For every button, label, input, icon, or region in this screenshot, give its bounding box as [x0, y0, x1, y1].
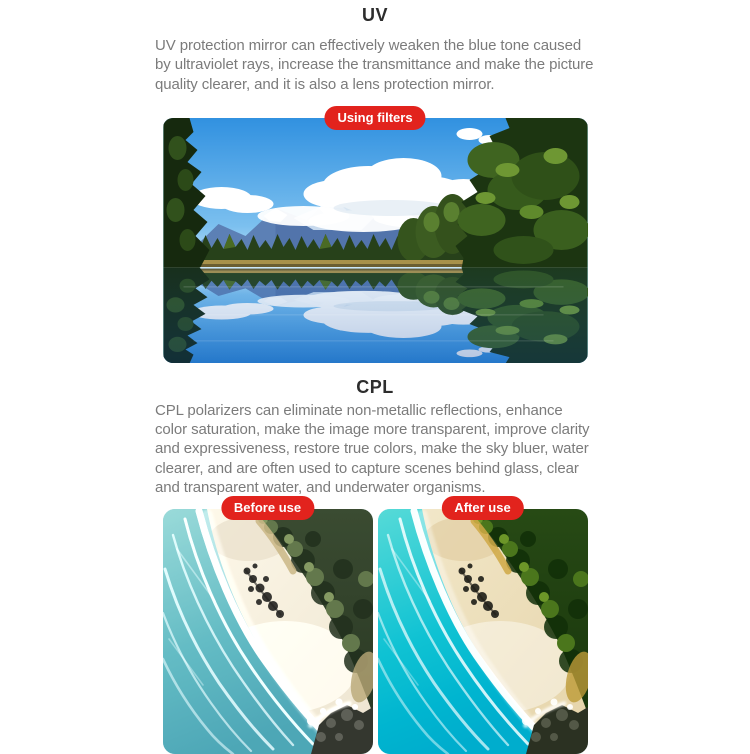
- beach-photo-after: [378, 509, 588, 754]
- lake-reflection-photo: [163, 118, 588, 363]
- beach-after-illustration: [378, 509, 588, 754]
- before-use-badge: Before use: [221, 496, 314, 520]
- before-use-figure: [163, 500, 373, 754]
- cpl-section-title: CPL: [356, 376, 394, 397]
- using-filters-badge: Using filters: [324, 106, 425, 130]
- after-use-badge: After use: [441, 496, 523, 520]
- lake-reflection-illustration: [163, 118, 588, 363]
- uv-section-paragraph: UV protection mirror can effectively weaken the blue tone caused by ultraviolet rays, increase the transmittance and make the picture quality clearer, and it is also a lens protection mirror.: [155, 37, 594, 93]
- uv-section-title: UV: [361, 5, 388, 25]
- content-column: [155, 0, 595, 754]
- cpl-section-paragraph: CPL polarizers can eliminate non-metallic reflections, enhance color saturation, make the image more transparent, improve clarity and expressiveness, restore true colors, make the sky bluer, water clearer, and are often used to capture scenes behind glass, clear and transparent water, and underwater organisms.: [155, 401, 590, 497]
- after-use-figure: [378, 500, 588, 754]
- beach-photo-before: [163, 509, 373, 754]
- uv-sample-figure: [163, 109, 588, 363]
- before-after-row: [163, 500, 588, 754]
- beach-before-illustration: [163, 509, 373, 754]
